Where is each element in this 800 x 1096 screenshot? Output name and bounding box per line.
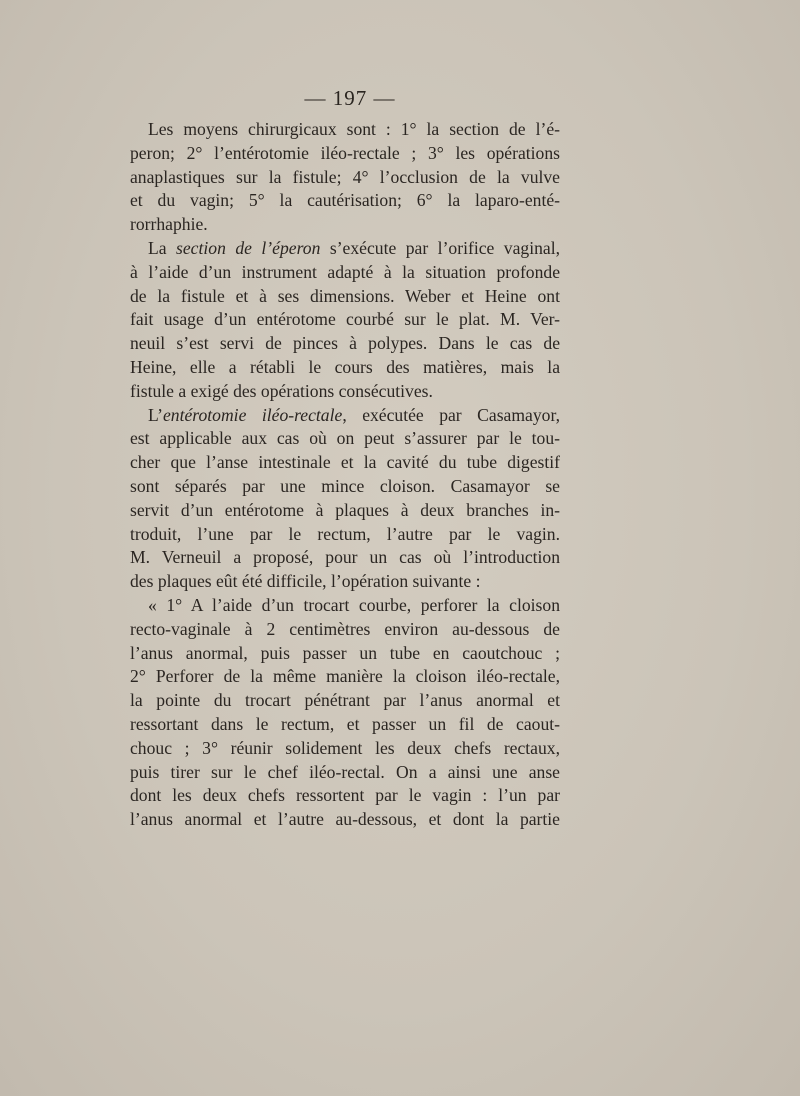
- text-line: servit d’un entérotome à plaques à deux branches in-: [130, 499, 560, 520]
- text-line: des plaques eût été difficile, l’opération suivante :: [130, 571, 481, 592]
- text-line: la pointe du trocart pénétrant par l’anus anormal et: [130, 690, 560, 711]
- text-line: ressortant dans le rectum, et passer un fil de caout-: [130, 713, 560, 734]
- text-fragment: , exécutée par Casamayor,: [342, 404, 560, 425]
- text-line: M. Verneuil a proposé, pour un cas où l’introduction: [130, 547, 560, 568]
- text-line: troduit, l’une par le rectum, l’autre par le vagin.: [130, 523, 560, 544]
- text-line: l’anus anormal et l’autre au-dessous, et dont la partie: [130, 809, 560, 830]
- text-line: neuil s’est servi de pinces à polypes. Dans le cas de: [130, 333, 560, 354]
- text-line: recto-vaginale à 2 centimètres environ au-dessous de: [130, 618, 560, 639]
- text-line: peron; 2° l’entérotomie iléo-rectale ; 3° les opérations: [130, 142, 560, 163]
- italic-term: section de l’éperon: [176, 237, 321, 258]
- text-fragment: s’exécute par l’orifice vaginal,: [320, 237, 560, 258]
- text-line: cher que l’anse intestinale et la cavité du tube digestif: [130, 452, 560, 473]
- text-fragment: L’: [148, 404, 163, 425]
- text-fragment: La: [148, 237, 177, 258]
- text-line: l’anus anormal, puis passer un tube en caoutchouc ;: [130, 642, 560, 663]
- text-line: [130, 237, 560, 261]
- text-line: puis tirer sur le chef iléo-rectal. On a ainsi une anse: [130, 761, 560, 782]
- text-line: Heine, elle a rétabli le cours des matières, mais la: [130, 356, 560, 377]
- text-line: anaplastiques sur la fistule; 4° l’occlusion de la vulve: [130, 166, 560, 187]
- text-line: sont séparés par une mince cloison. Casamayor se: [130, 475, 560, 496]
- text-line: de la fistule et à ses dimensions. Weber et Heine ont: [130, 285, 560, 306]
- italic-term: entérotomie iléo-rectale: [163, 404, 343, 425]
- text-line: fistule a exigé des opérations consécutives.: [130, 380, 433, 401]
- text-line: à l’aide d’un instrument adapté à la situation profonde: [130, 261, 560, 282]
- text-line: « 1° A l’aide d’un trocart courbe, perforer la cloison: [148, 594, 560, 615]
- text-line: fait usage d’un entérotome courbé sur le plat. M. Ver-: [130, 309, 560, 330]
- text-line: chouc ; 3° réunir solidement les deux chefs rectaux,: [130, 737, 560, 758]
- text-line: Les moyens chirurgicaux sont : 1° la section de l’é-: [148, 119, 560, 139]
- text-line: [130, 404, 560, 428]
- text-line: rorrhaphie.: [130, 214, 208, 235]
- body-text: [130, 118, 560, 832]
- text-line: dont les deux chefs ressortent par le vagin : l’un par: [130, 785, 560, 806]
- text-line: et du vagin; 5° la cautérisation; 6° la laparo-enté-: [130, 190, 560, 211]
- page-number: — 197 —: [304, 86, 396, 110]
- text-line: est applicable aux cas où on peut s’assurer par le tou-: [130, 428, 560, 449]
- text-line: 2° Perforer de la même manière la cloison iléo-rectale,: [130, 666, 560, 687]
